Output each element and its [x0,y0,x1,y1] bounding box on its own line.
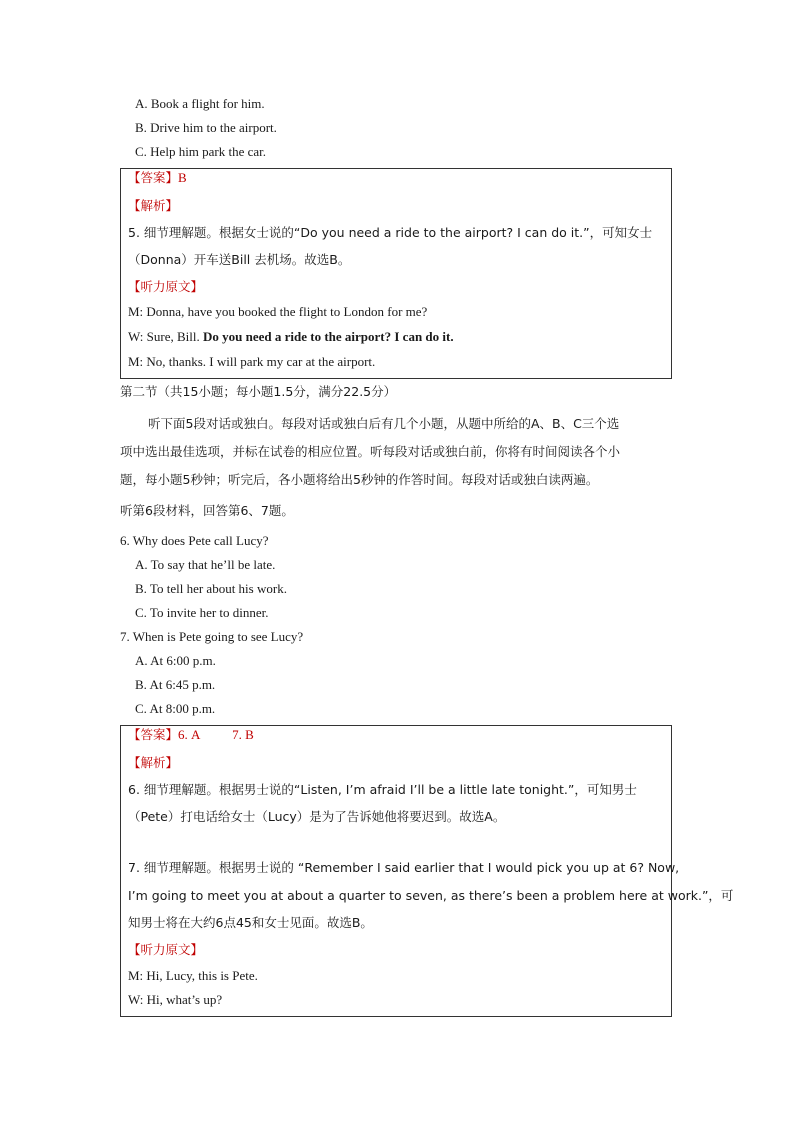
q7-option-b: B. At 6:45 p.m. [135,677,216,692]
answer-label: 【答案】 [128,170,179,185]
answer-value: 6. A 7. B [178,727,254,742]
q6-option-a: A. To say that he’ll be late. [135,557,276,572]
q7-option-a: A. At 6:00 p.m. [135,653,216,668]
analysis-text: （Pete）打电话给女士（Lucy）是为了告诉她他将要迟到。故选A。 [128,809,506,824]
analysis-text: 6. 细节理解题。根据男士说的“Listen, I’m afraid I’ll be a little late tonight.”，可知男士 [128,782,637,797]
q7-option-c: C. At 8:00 p.m. [135,701,216,716]
transcript-line: W: Hi, what’s up? [128,992,223,1007]
transcript-speaker: W: Sure, Bill. [128,329,203,344]
analysis-text: I’m going to meet you at about a quarter to seven, as there’s been a problem here at work.”，可 [128,888,734,903]
analysis-label: 【解析】 [128,198,179,213]
analysis-text: （Donna）开车送Bill 去机场。故选B。 [128,252,351,267]
transcript-label: 【听力原文】 [128,942,204,957]
transcript-line: M: Hi, Lucy, this is Pete. [128,968,258,983]
answer-label: 【答案】 [128,727,179,742]
transcript-line: M: Donna, have you booked the flight to London for me? [128,304,428,319]
answer-line [128,726,254,744]
analysis-label: 【解析】 [128,755,179,770]
instructions-text: 听下面5段对话或独白。每段对话或独白后有几个小题，从题中所给的A、B、C三个选 [148,416,620,431]
analysis-text: 7. 细节理解题。根据男士说的 “Remember I said earlier that I would pick you up at 6? Now, [128,860,680,875]
analysis-text: 知男士将在大约6点45和女士见面。故选B。 [128,915,373,930]
transcript-line [128,328,454,346]
instructions-text: 项中选出最佳选项，并标在试卷的相应位置。听每段对话或独白前，你将有时间阅读各个小 [120,444,621,459]
transcript-key-sentence: Do you need a ride to the airport? I can do it. [203,329,454,344]
q5-option-a: A. Book a flight for him. [135,96,265,111]
q6-option-c: C. To invite her to dinner. [135,605,269,620]
answer-box-q5 [120,168,672,379]
material-note: 听第6段材料，回答第6、7题。 [120,503,294,518]
q5-option-c: C. Help him park the car. [135,144,267,159]
transcript-label: 【听力原文】 [128,279,204,294]
q5-option-b: B. Drive him to the airport. [135,120,277,135]
q6-option-b: B. To tell her about his work. [135,581,287,596]
instructions-text: 题，每小题5秒钟；听完后，各小题将给出5秒钟的作答时间。每段对话或独白读两遍。 [120,472,599,487]
transcript-line: M: No, thanks. I will park my car at the airport. [128,354,376,369]
section-header: 第二节（共15小题；每小题1.5分，满分22.5分） [120,384,397,399]
answer-line [128,169,187,187]
analysis-text: 5. 细节理解题。根据女士说的“Do you need a ride to the airport? I can do it.”，可知女士 [128,225,653,240]
answer-value: B [178,170,187,185]
q6-stem: 6. Why does Pete call Lucy? [120,533,269,548]
q7-stem: 7. When is Pete going to see Lucy? [120,629,304,644]
